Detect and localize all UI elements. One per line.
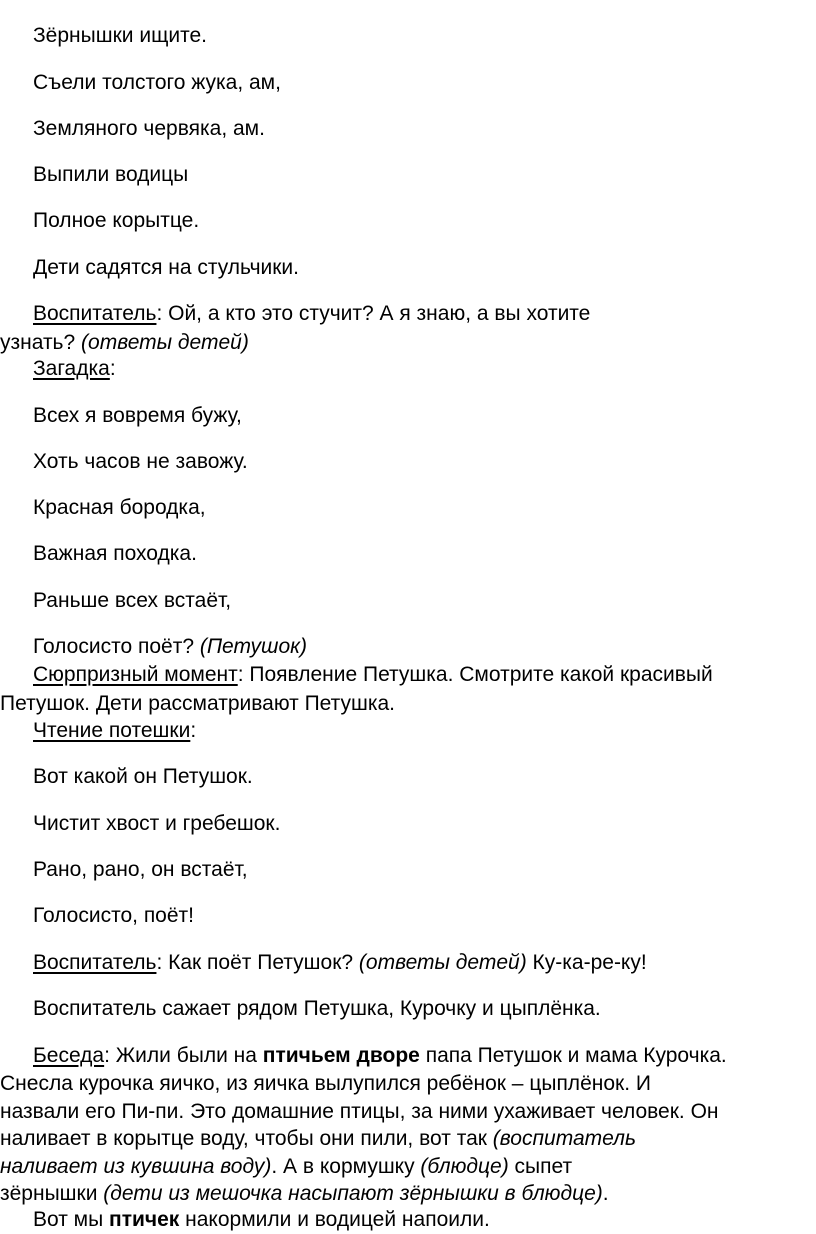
paragraph-text: наливает в корытце воду, чтобы они пили, вот так [0,1127,493,1150]
paragraph-text: Вот мы [33,1208,110,1231]
paragraph-text: сыпет [508,1155,573,1178]
poem-text: Голосисто поёт? [33,635,200,658]
paragraph-text: . А в кормушку [271,1155,421,1178]
emphasis: птичьем дворе [262,1044,420,1067]
paragraph-text: зёрнышки [0,1182,104,1205]
paragraph: Петушок. Дети рассматривают Петушка. [0,692,396,715]
stage-note: наливает из кувшина воду) [0,1155,272,1178]
paragraph-text: : Появление Петушка. Смотрите какой красивый [237,663,713,686]
poem-line: Рано, рано, он встаёт, [33,858,248,881]
paragraph [0,1126,636,1151]
section-label: Беседа [33,1044,105,1067]
paragraph [33,301,590,326]
stage-note: (блюдце) [420,1155,509,1178]
paragraph: Снесла курочка яичко, из яичка вылупился ребёнок – цыплёнок. И [0,1072,651,1095]
paragraph: Дети садятся на стульчики. [33,256,299,279]
paragraph-text: папа Петушок и мама Курочка. [419,1044,727,1067]
colon: : [109,357,116,380]
paragraph-text: : Ой, а кто это стучит? А я знаю, а вы хотите [156,302,591,325]
paragraph-text: Ку-ка-ре-ку! [526,951,647,974]
paragraph [33,1043,727,1068]
paragraph-text: узнать? [0,331,82,354]
poem-line: Чистит хвост и гребешок. [33,812,281,835]
answer-note: (Петушок) [199,635,308,658]
poem-line: Полное корытце. [33,209,200,232]
poem-line: Всех я вовремя бужу, [33,404,242,427]
poem-line: Раньше всех встаёт, [33,589,232,612]
paragraph [33,662,713,687]
paragraph [33,1207,490,1232]
section-label: Загадка [33,357,110,380]
poem-line: Красная бородка, [33,496,206,519]
colon: : [190,719,197,742]
paragraph-text: накормили и водицей напоили. [179,1208,490,1231]
poem-line [33,634,307,659]
emphasis: птичек [109,1208,180,1231]
poem-line: Земляного червяка, ам. [33,117,265,140]
paragraph-text: : Как поёт Петушок? [156,951,359,974]
poem-line: Вот какой он Петушок. [33,765,253,788]
poem-line: Голосисто, поёт! [33,904,194,927]
paragraph [0,330,249,355]
poem-line: Съели толстого жука, ам, [33,71,281,94]
section-label: Сюрпризный момент [33,663,238,686]
speaker-label: Воспитатель [33,302,157,325]
section-heading [33,356,116,381]
poem-line: Хоть часов не завожу. [33,450,248,473]
paragraph [0,1154,572,1179]
stage-note: (ответы детей) [81,331,249,354]
paragraph [33,950,647,975]
stage-note: (дети из мешочка насыпают зёрнышки в блюдце) [103,1182,603,1205]
paragraph [0,1181,609,1206]
poem-line: Зёрнышки ищите. [33,24,207,47]
stage-note: (ответы детей) [358,951,527,974]
poem-line: Важная походка. [33,542,197,565]
paragraph: назвали его Пи-пи. Это домашние птицы, за ними ухаживает человек. Он [0,1100,719,1123]
section-label: Чтение потешки [33,719,191,742]
paragraph-text: . [602,1182,609,1205]
stage-note: (воспитатель [492,1127,636,1150]
speaker-label: Воспитатель [33,951,157,974]
poem-line: Выпили водицы [33,163,189,186]
section-heading [33,718,196,743]
paragraph: Воспитатель сажает рядом Петушка, Курочку и цыплёнка. [33,997,601,1020]
paragraph-text: : Жили были на [104,1044,263,1067]
